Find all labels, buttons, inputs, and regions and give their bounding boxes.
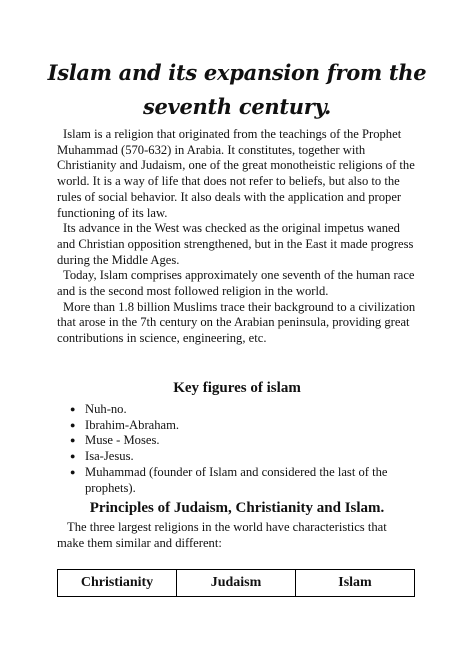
- document-title: Islam and its expansion from the seventh century.: [47, 60, 427, 119]
- bullet-icon: ●: [70, 435, 76, 446]
- table-header-judaism: Judaism: [177, 570, 296, 597]
- paragraph-advance: Its advance in the West was checked as the original impetus waned and Christian opposition strengthened, but in the East it made progress during the Middle Ages.: [57, 221, 414, 267]
- paragraph-today: Today, Islam comprises approximately one seventh of the human race and is the second most followed religion in the world.: [57, 268, 415, 299]
- list-item: [57, 449, 417, 465]
- list-item: [57, 465, 417, 496]
- principles-heading: Principles of Judaism, Christianity and Islam.: [89, 500, 385, 516]
- list-item: [57, 418, 417, 434]
- table-header-islam: Islam: [296, 570, 415, 597]
- bullet-icon: ●: [70, 419, 76, 430]
- list-item: [57, 402, 417, 418]
- list-item-text: Muse - Moses.: [85, 433, 160, 448]
- bullet-icon: ●: [70, 404, 76, 414]
- bullet-icon: ●: [70, 466, 76, 477]
- list-item-text: Muhammad (founder of Islam and considered the last of the prophets).: [85, 464, 388, 495]
- religions-table: [57, 569, 415, 597]
- key-figures-list: [57, 402, 417, 496]
- table-header-christianity: Christianity: [58, 570, 177, 597]
- list-item: [57, 433, 417, 449]
- table-header-row: [58, 570, 415, 597]
- list-item-text: Isa-Jesus.: [85, 449, 134, 464]
- list-item-text: Nuh-no.: [85, 402, 127, 416]
- bullet-icon: ●: [70, 451, 76, 462]
- principles-intro: The three largest religions in the world have characteristics that make them similar and different:: [57, 520, 387, 550]
- intro-paragraphs: [57, 127, 417, 347]
- list-item-text: Ibrahim-Abraham.: [85, 417, 180, 432]
- paragraph-origin: Islam is a religion that originated from the teachings of the Prophet Muhammad (570-632) in Arabia. It constitutes, together with Christianity and Judaism, one of the great monotheistic religions of the world. It is a way of life that does not refer to beliefs, but also to the rules of social behavior. It also deals with the application and proper functioning of its law.: [57, 127, 415, 220]
- key-figures-heading: Key figures of islam: [173, 380, 301, 396]
- paragraph-muslims: More than 1.8 billion Muslims trace their background to a civilization that arose in the 7th century on the Arabian peninsula, providing great contributions in science, engineering, etc.: [57, 299, 416, 346]
